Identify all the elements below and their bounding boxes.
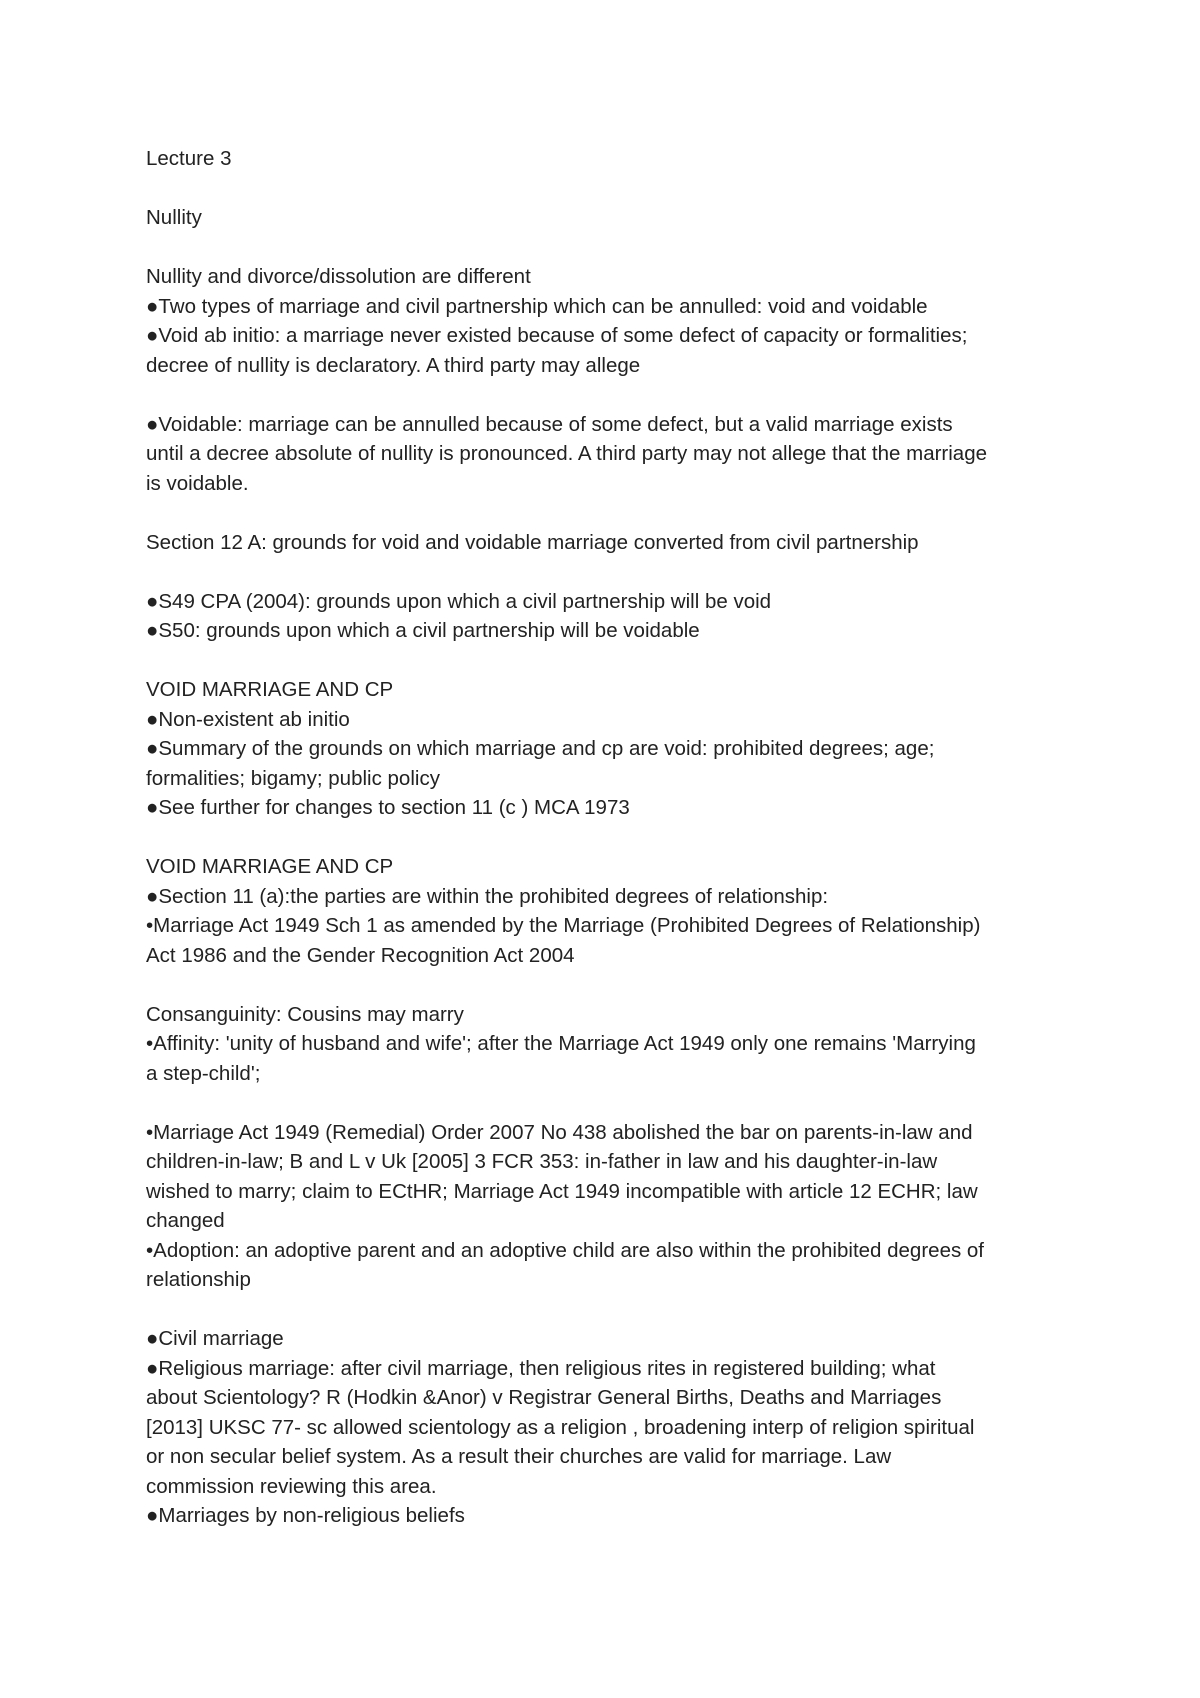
text-line: formalities; bigamy; public policy (146, 766, 440, 790)
text-line: until a decree absolute of nullity is pronounced. A third party may not allege that the marriage (146, 442, 988, 465)
paragraph (146, 262, 1066, 380)
text-line: is voidable. (146, 471, 249, 495)
text-line: a step-child'; (146, 1061, 261, 1085)
text-line: ●Voidable: marriage can be annulled because of some defect, but a valid marriage exists (146, 412, 953, 436)
paragraph-spacer (146, 823, 1066, 853)
text-line: children-in-law; B and L v Uk [2005] 3 FCR 353: in-father in law and his daughter-in-law (146, 1150, 938, 1173)
paragraph-spacer (146, 174, 1066, 204)
paragraph (146, 1118, 1066, 1295)
paragraph-spacer (146, 557, 1066, 587)
paragraph (146, 203, 1066, 233)
text-line: ●Two types of marriage and civil partnership which can be annulled: void and voidable (146, 294, 928, 318)
paragraph (146, 852, 1066, 970)
text-line: ●Section 11 (a):the parties are within the prohibited degrees of relationship: (146, 884, 829, 908)
text-line: VOID MARRIAGE AND CP (146, 678, 394, 701)
paragraph-spacer (146, 1088, 1066, 1118)
text-line: [2013] UKSC 77- sc allowed scientology as a religion , broadening interp of religion spiritual (146, 1415, 975, 1439)
text-line: ●Civil marriage (146, 1327, 284, 1350)
text-line: Lecture 3 (146, 147, 232, 170)
text-line: ●S50: grounds upon which a civil partnership will be voidable (146, 619, 700, 642)
text-line: changed (146, 1209, 225, 1232)
paragraph (146, 144, 1066, 174)
text-line: or non secular belief system. As a result their churches are valid for marriage. Law (146, 1445, 892, 1468)
text-line: •Adoption: an adoptive parent and an adoptive child are also within the prohibited degrees of (146, 1238, 985, 1262)
text-line: about Scientology? R (Hodkin &Anor) v Registrar General Births, Deaths and Marriages (146, 1386, 942, 1409)
text-line: •Marriage Act 1949 Sch 1 as amended by the Marriage (Prohibited Degrees of Relationship) (146, 914, 981, 937)
paragraph-spacer (146, 1295, 1066, 1325)
text-line: ●Non-existent ab initio (146, 707, 350, 731)
paragraph (146, 587, 1066, 646)
text-line: Nullity (146, 206, 202, 229)
text-line: commission reviewing this area. (146, 1474, 437, 1498)
paragraph-spacer (146, 233, 1066, 263)
text-line: ●Summary of the grounds on which marriage and cp are void: prohibited degrees; age; (146, 737, 935, 760)
text-line: ●Void ab initio: a marriage never existed because of some defect of capacity or formalities; (146, 324, 968, 347)
text-line: wished to marry; claim to ECtHR; Marriage Act 1949 incompatible with article 12 ECHR; law (146, 1179, 978, 1203)
text-line: relationship (146, 1268, 251, 1291)
text-line: ●Marriages by non-religious beliefs (146, 1504, 465, 1527)
paragraph (146, 1324, 1066, 1531)
paragraph (146, 410, 1066, 499)
paragraph (146, 675, 1066, 823)
text-line: ●See further for changes to section 11 (c ) MCA 1973 (146, 796, 630, 819)
text-line: ●Religious marriage: after civil marriage, then religious rites in registered building; what (146, 1356, 936, 1380)
text-line: decree of nullity is declaratory. A third party may allege (146, 353, 641, 377)
text-line: VOID MARRIAGE AND CP (146, 855, 394, 878)
paragraph-spacer (146, 498, 1066, 528)
text-line: Nullity and divorce/dissolution are different (146, 265, 531, 288)
paragraph-spacer (146, 380, 1066, 410)
text-line: •Affinity: 'unity of husband and wife'; after the Marriage Act 1949 only one remains 'Marrying (146, 1032, 976, 1055)
document-body (146, 144, 1066, 1531)
text-line: •Marriage Act 1949 (Remedial) Order 2007 No 438 abolished the bar on parents-in-law and (146, 1120, 973, 1144)
text-line: Act 1986 and the Gender Recognition Act 2004 (146, 943, 575, 967)
paragraph (146, 1000, 1066, 1089)
text-line: Consanguinity: Cousins may marry (146, 1002, 464, 1026)
text-line: ●S49 CPA (2004): grounds upon which a civil partnership will be void (146, 589, 772, 613)
paragraph (146, 528, 1066, 558)
text-line: Section 12 A: grounds for void and voidable marriage converted from civil partnership (146, 530, 919, 554)
paragraph-spacer (146, 646, 1066, 676)
paragraph-spacer (146, 970, 1066, 1000)
